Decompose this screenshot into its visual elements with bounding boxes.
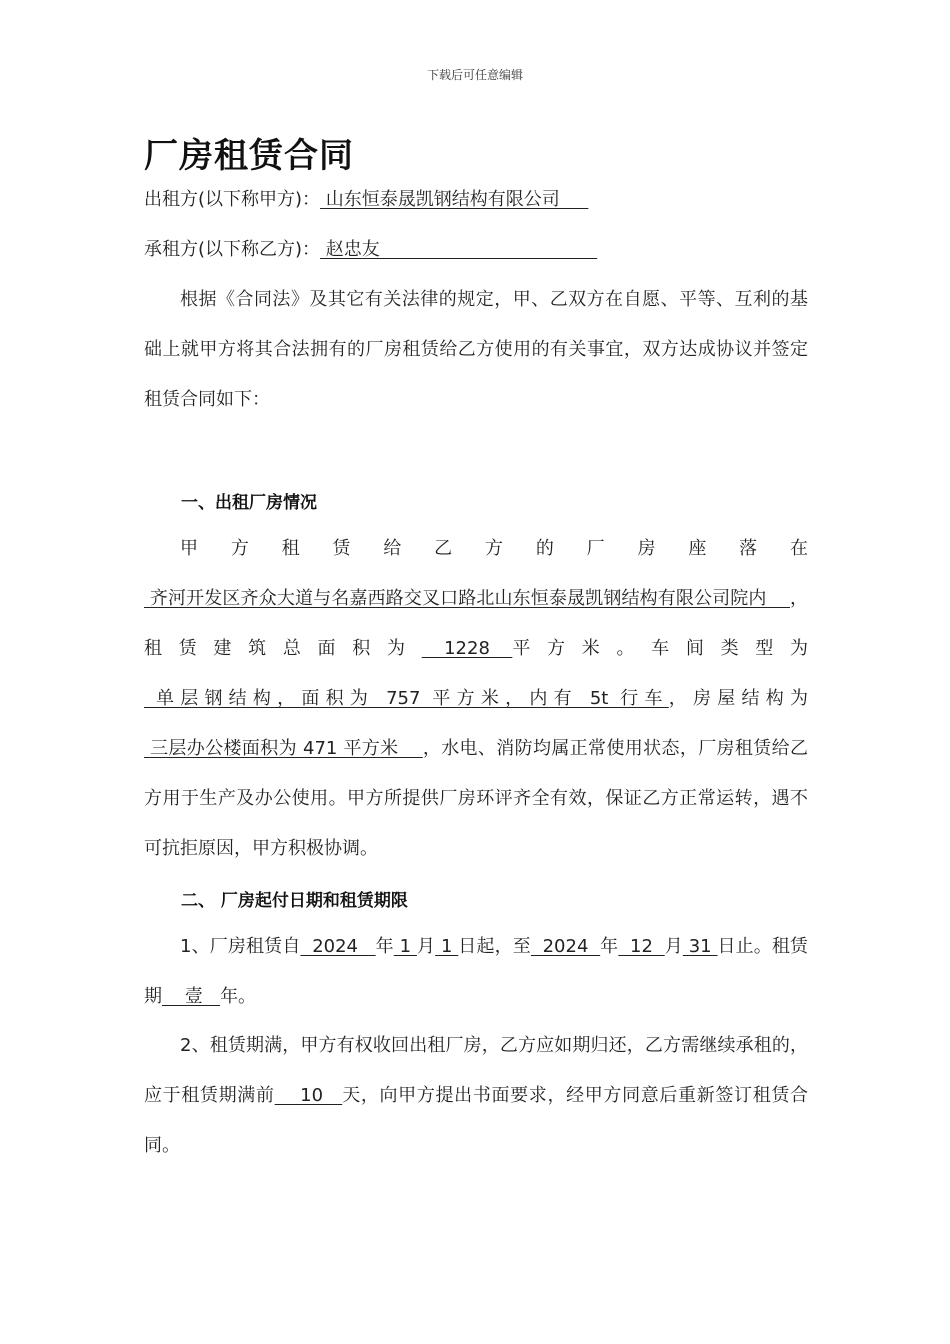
section-1-text: 平方米。车间类型为 <box>512 638 809 659</box>
end-month: 12 <box>618 936 665 957</box>
section-1-text: ，房屋结构为 <box>668 688 809 709</box>
section-1-text: ，租赁建筑总面积为 <box>144 588 808 659</box>
section-1-text: ，水电、消防均属正常使用状态，厂房租赁给乙方用于生产及办公使用。甲方所提供厂房环评齐全有效，保证乙方正常运转，遇不可抗拒原因，甲方积极协调。 <box>144 738 808 859</box>
section-1-text: 甲方租赁给乙方的厂房座落在 <box>180 538 808 559</box>
renewal-text: 2、租赁期满，甲方有权收回出租厂房，乙方应如期归还，乙方需继续承租的，应于租赁期满前 <box>144 1035 808 1106</box>
lessor-line <box>144 188 588 212</box>
contract-title: 厂房租赁合同 <box>144 136 354 176</box>
end-day: 31 <box>682 936 718 957</box>
section-2-heading: 二、 厂房起付日期和租赁期限 <box>181 891 408 911</box>
lease-term-text: 月 <box>664 936 683 957</box>
lease-term-paragraph <box>144 922 808 1022</box>
start-year: 2024 <box>300 936 376 957</box>
factory-location: 齐河开发区齐众大道与名嘉西路交叉口路北山东恒泰晟凯钢结构有限公司院内 <box>144 588 790 609</box>
lease-term-years: 壹 <box>162 986 221 1007</box>
notice-days: 10 <box>274 1085 343 1106</box>
lessee-label: 承租方(以下称乙方)： <box>144 239 321 260</box>
section-1-paragraph <box>144 524 808 874</box>
lease-term-text: 年。 <box>220 986 257 1007</box>
end-year: 2024 <box>530 936 601 957</box>
lessor-name: 山东恒泰晟凯钢结构有限公司 <box>320 189 589 210</box>
header-note: 下载后可任意编辑 <box>426 68 523 82</box>
lease-term-text: 日起，至 <box>458 936 531 957</box>
lease-term-text: 年 <box>375 936 394 957</box>
start-day: 1 <box>435 936 459 957</box>
workshop-type: 单层钢结构，面积为 757 平方米，内有 5t 行车 <box>144 688 669 709</box>
lease-term-text: 1、厂房租赁自 <box>180 936 301 957</box>
renewal-text: 天，向甲方提出书面要求，经甲方同意后重新签订租赁合同。 <box>144 1085 809 1156</box>
lease-term-text: 日止。租赁期 <box>144 936 809 1007</box>
total-area: 1228 <box>421 638 513 659</box>
lessor-label: 出租方(以下称甲方)： <box>144 189 321 210</box>
building-structure: 三层办公楼面积为 471 平方米 <box>144 738 423 759</box>
section-1-heading: 一、出租厂房情况 <box>181 493 317 513</box>
lessee-line <box>144 238 597 262</box>
renewal-paragraph <box>144 1021 808 1171</box>
lessee-name: 赵忠友 <box>320 239 598 260</box>
lease-term-text: 月 <box>416 936 436 957</box>
intro-paragraph: 根据《合同法》及其它有关法律的规定，甲、乙双方在自愿、平等、互利的基础上就甲方将其合法拥有的厂房租赁给乙方使用的有关事宜，双方达成协议并签定租赁合同如下： <box>144 289 808 410</box>
lease-term-text: 年 <box>600 936 619 957</box>
start-month: 1 <box>393 936 417 957</box>
